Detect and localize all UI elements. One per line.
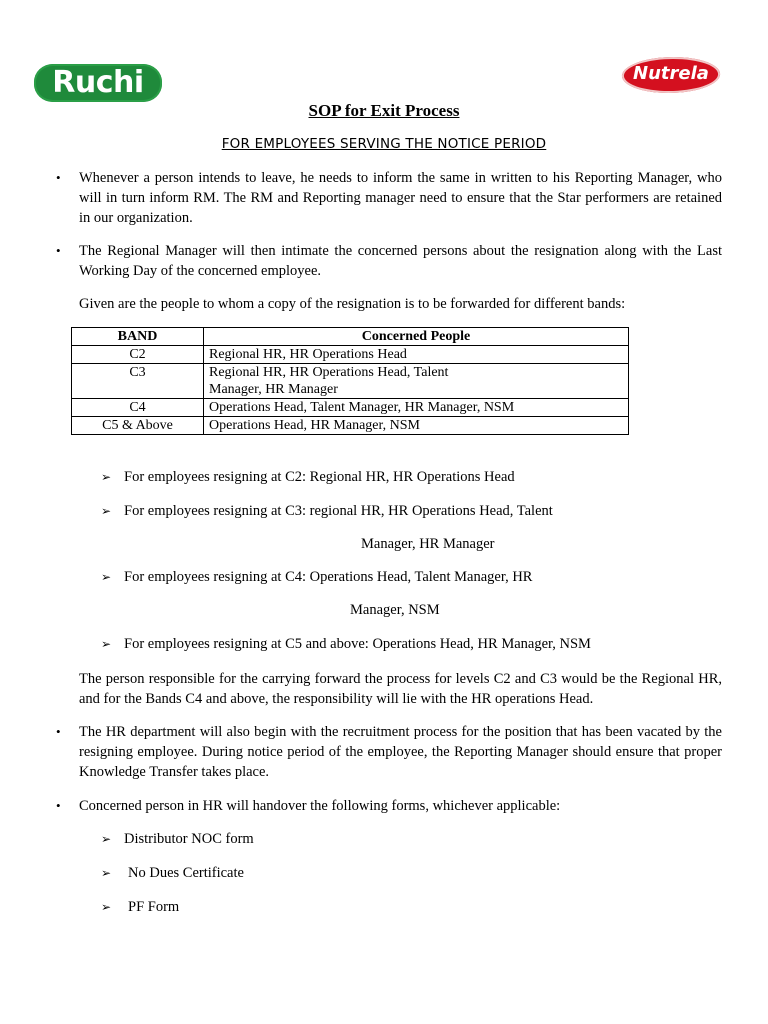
arrow-list-text: For employees resigning at C2: Regional HR, HR Operations Head bbox=[124, 469, 515, 485]
table-cell-people: Operations Head, Talent Manager, HR Manager, NSM bbox=[204, 399, 629, 417]
table-header-row bbox=[72, 328, 629, 346]
table-header-people: Concerned People bbox=[204, 328, 629, 346]
table-cell-people bbox=[204, 364, 629, 399]
nutrela-logo-text: Nutrela bbox=[633, 63, 709, 84]
table-row bbox=[72, 364, 629, 399]
paragraph-regional-manager: The Regional Manager will then intimate the concerned persons about the resignation along with the Last Working Day of the concerned employee. bbox=[79, 243, 722, 279]
arrow-list-item bbox=[101, 469, 515, 486]
bullet-marker: • bbox=[56, 724, 61, 739]
table-cell-band: C5 & Above bbox=[72, 417, 204, 435]
table-cell-band: C3 bbox=[72, 364, 204, 399]
arrow-list-continuation: Manager, NSM bbox=[350, 602, 440, 618]
arrow-bullet-icon: ➢ bbox=[101, 570, 112, 584]
paragraph-handover-forms: Concerned person in HR will handover the following forms, whichever applicable: bbox=[79, 798, 561, 814]
table-row bbox=[72, 399, 629, 417]
arrow-bullet-icon: ➢ bbox=[101, 470, 112, 484]
form-list-item bbox=[101, 831, 254, 848]
paragraph-inform-manager: Whenever a person intends to leave, he needs to inform the same in written to his Reporting Manager, who will in turn inform RM. The RM and Reporting manager need to ensure that the Star performers are retained in our organization. bbox=[79, 170, 722, 226]
arrow-list-text: For employees resigning at C4: Operations Head, Talent Manager, HR bbox=[124, 569, 533, 585]
nutrela-logo bbox=[622, 57, 720, 93]
arrow-bullet-icon: ➢ bbox=[101, 504, 112, 518]
table-row bbox=[72, 417, 629, 435]
arrow-list-text: For employees resigning at C5 and above: Operations Head, HR Manager, NSM bbox=[124, 636, 591, 652]
table-header-band: BAND bbox=[72, 328, 204, 346]
arrow-bullet-icon: ➢ bbox=[101, 866, 112, 880]
arrow-bullet-icon: ➢ bbox=[101, 900, 112, 914]
arrow-list-item bbox=[101, 569, 532, 586]
arrow-list-item bbox=[101, 636, 591, 653]
form-name: Distributor NOC form bbox=[124, 831, 254, 847]
table-cell-band: C4 bbox=[72, 399, 204, 417]
table-cell-people: Operations Head, HR Manager, NSM bbox=[204, 417, 629, 435]
document-subtitle: FOR EMPLOYEES SERVING THE NOTICE PERIOD bbox=[221, 136, 547, 152]
arrow-list-text: For employees resigning at C3: regional HR, HR Operations Head, Talent bbox=[124, 503, 553, 519]
band-table bbox=[71, 327, 629, 435]
paragraph-copy-forwarded: Given are the people to whom a copy of the resignation is to be forwarded for different bands: bbox=[79, 296, 626, 312]
bullet-marker: • bbox=[56, 798, 61, 813]
document-title: SOP for Exit Process bbox=[308, 101, 460, 120]
table-cell-people-line: Regional HR, HR Operations Head, Talent bbox=[209, 365, 449, 380]
table-row bbox=[72, 346, 629, 364]
paragraph-responsibility: The person responsible for the carrying forward the process for levels C2 and C3 would be the Regional HR, and for the Bands C4 and above, the responsibility will lie with the HR operations Head. bbox=[79, 671, 722, 707]
form-list-item bbox=[101, 865, 244, 882]
arrow-list-continuation: Manager, HR Manager bbox=[361, 536, 495, 552]
form-name: PF Form bbox=[128, 899, 180, 915]
table-cell-people: Regional HR, HR Operations Head bbox=[204, 346, 629, 364]
bullet-marker: • bbox=[56, 243, 61, 258]
arrow-list-item bbox=[101, 503, 553, 520]
ruchi-logo: Ruchi bbox=[34, 64, 162, 102]
form-name: No Dues Certificate bbox=[128, 865, 244, 881]
bullet-marker: • bbox=[56, 170, 61, 185]
table-cell-people-line: Manager, HR Manager bbox=[209, 382, 338, 397]
paragraph-recruitment: The HR department will also begin with the recruitment process for the position that has been vacated by the resigning employee. During notice period of the employee, the Reporting Manager should ensure that proper Knowledge Transfer takes place. bbox=[79, 724, 722, 780]
arrow-bullet-icon: ➢ bbox=[101, 832, 112, 846]
arrow-bullet-icon: ➢ bbox=[101, 637, 112, 651]
table-cell-band: C2 bbox=[72, 346, 204, 364]
form-list-item bbox=[101, 899, 179, 916]
